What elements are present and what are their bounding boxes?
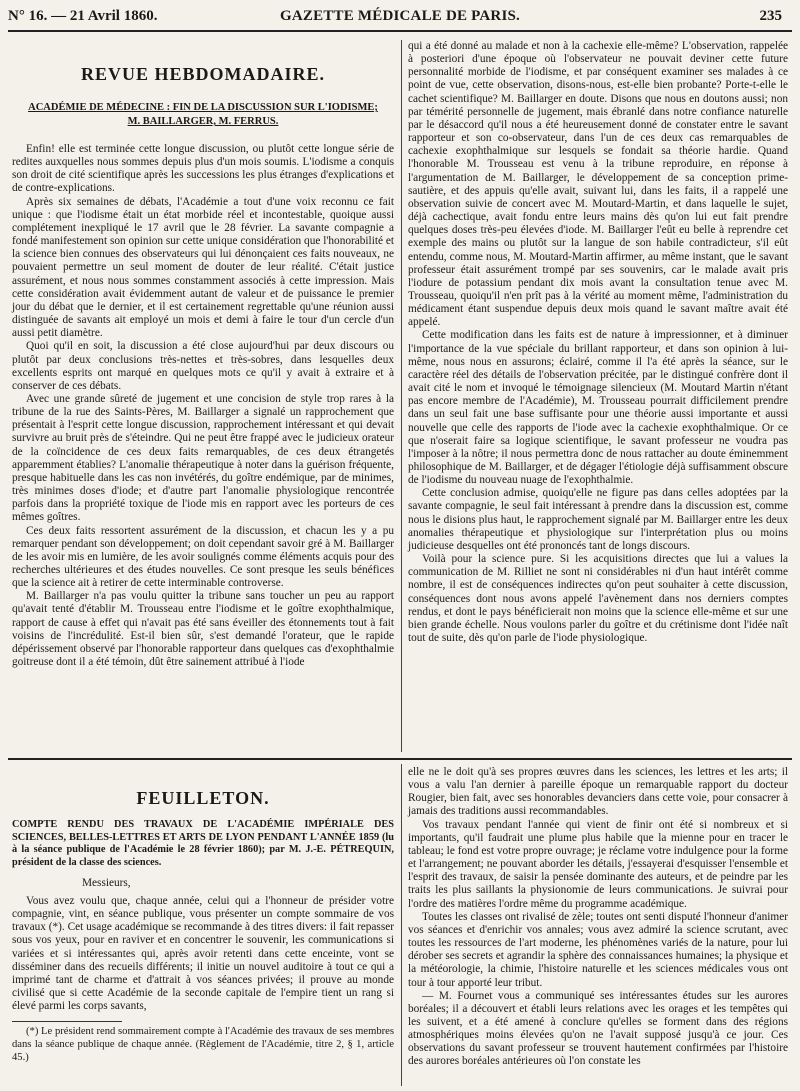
paragraph: Quoi qu'il en soit, la discussion a été close aujourd'hui par deux discours ou plutôt par deux conclusions très-nettes et très-sobres, dans lesquelles deux excellents esprits ont marqué en quelques mots ce qu'il y avait à extraire et à conserver de ces débats. <box>12 340 394 392</box>
feuilleton-heading: COMPTE RENDU DES TRAVAUX DE L'ACADÉMIE IMPÉRIALE DES SCIENCES, BELLES-LETTRES ET ARTS DE LYON PENDANT L'ANNÉE 1859 (lu à la séance publique de l'Académie le 28 février 1860); par M. J.-E. PÉTREQUIN, président de la classe des sciences. <box>12 819 394 868</box>
footnote: (*) Le président rend sommairement compte à l'Académie des travaux de ses membres dans la séance publique de chaque année. (Règlement de l'Académie, titre 2, § 1, article 45.) <box>12 1026 394 1063</box>
revue-subtitle-2: M. BAILLARGER, M. FERRUS. <box>127 116 279 127</box>
paragraph: Voilà pour la science pure. Si les acquisitions directes que lui a values la communication de M. Rilliet ne sont ni considérables ni d'un haut intérêt comme nombre, il est de conséquences indirectes qu'on peut souhaiter à cette discussion, conséquences dont nous avons appelé l'avènement dans nos derniers comptes rendus, et dont le pays bénéficierait non moins que la science elle-même et sur une bien grande échelle. Nous voulons parler du goître et du crétinisme dont l'idée naît tout de suite, dès qu'on parle de l'iode physiologique. <box>408 553 788 645</box>
column-divider <box>401 40 402 752</box>
paragraph: elle ne le doit qu'à ses propres œuvres dans les sciences, les lettres et les arts; il vous a valu l'an dernier à pareille époque un remarquable rapport du docteur Rougier, bien fait, avec ses honorables devanciers dans cette voie, pour consacrer à jamais des traditions aussi recommandables. <box>408 766 788 818</box>
paragraph: Toutes les classes ont rivalisé de zèle; toutes ont senti disputé l'honneur d'animer vos séances et d'enrichir vos annales; vous avez admiré la science scrutant, avec toutes les ressources de l'art moderne, les phénomènes variés de la nature, pour lui dérober ses secrets et agrandir la sphère des connaissances humaines; la physique et la météorologie, la chimie, l'histoire naturelle et les sciences médicales vous ont tour à tour apporté leur tribut. <box>408 910 788 989</box>
paragraph: qui a été donné au malade et non à la cachexie elle-même? L'observation, rappelée à posteriori d'une époque où l'observateur ne pouvait deviner cette future personnalité morbide de l'iodisme, et par conséquent examiner ses malades à ce point de vue, cette observation, disons-nous, est-elle bien probante? Porte-t-elle le cachet scientifique? M. Baillarger en doute. Disons que nous en doutons aussi; non par témérité personnelle de jugement, mais ébranlé dans notre confiance naturelle par le désaccord qu'il nous a été heureusement donné de constater entre le savant rapporteur et son co-observateur, dans l'un de ces deux cas remarquables de cachexie exophthalmique sur lesquels se fondait sa théorie hardie. Quand l'honorable M. Trousseau est venu à la tribune reproduire, en réponse à l'argumentation de M. Baillarger, le développement de sa conception prime-sautière, et des appuis qu'elle avait, suivant lui, dans les faits, il a rappelé une observation suivie de concert avec M. Moutard-Martin, et dans laquelle le sujet, déjà cachectique, avait fondu entre leurs mains dès qu'on lui eut fait prendre quelques doses très-peu élevées d'iode. M. Baillarger l'eût eu belle à reprendre cet exemple des mains ou plutôt sur la langue de son habile contradicteur, s'il eût entendu, comme nous, M. Moutard-Martin affirmer, au même instant, que le savant professeur était assurément trompé par ses souvenirs, car le malade avait pris l'iodure de potassium pendant dix mois avant la consultation tenue avec M. Trousseau, quoiqu'il n'en prît pas à la vérité au moment même, l'administration du médicament étant suspendue depuis deux mois quand le savant maître avait été appelé. <box>408 40 788 329</box>
page-header <box>8 6 792 32</box>
salutation: Messieurs, <box>82 877 131 889</box>
paragraph: Vous avez voulu que, chaque année, celui qui a l'honneur de présider votre compagnie, vint, en séance publique, vous présenter un compte sommaire de vos travaux (*). Cet usage académique se recommande à des titres divers: il fait repasser sous vos yeux, pour en raviver et en concentrer le souvenir, les communications si variées et si intéressantes qui, après avoir retenti dans cette enceinte, vont se disséminer dans des recueils différents; il initie un nouvel auditoire à tout ce qui a imprimé tant de charme et d'attrait à vos séances privées; il prouve au monde civilisé que si cette Académie de la seconde capitale de l'empire tient un rang si élevé parmi les corps savants, <box>12 895 394 1013</box>
revue-title: REVUE HEBDOMADAIRE. <box>80 64 326 84</box>
feuilleton-title: FEUILLETON. <box>136 788 270 808</box>
paragraph: Cette modification dans les faits est de nature à impressionner, et à diminuer l'importance de la vue spéciale du brillant rapporteur, et dans son opinion à lui-même, nous nous en assurons; éclairé, comme il l'a été après la séance, sur le caractère réel des détails de l'observation précitée, par le distingué confrère dont il avait cité le nom et invoqué le témoignage silencieux (M. Moutard Martin n'étant pas encore membre de l'Académie), M. Trousseau pourrait difficilement prendre dans un seul fait une base suffisante pour une théorie aussi importante et aussi nouvelle que celle des rapports de l'iode avec la cachexie exophthalmique. Or ce que n'oserait faire sa logique scientifique, le savant professeur ne voudra pas l'imposer à la nôtre; il nous permettra donc de nous rattacher au doute éminemment philosophique de M. Baillarger, et de dégager l'étiologie déjà suffisamment obscure de l'iodisme du nouveau nuage de l'exophthalmie. <box>408 329 788 487</box>
paragraph: — M. Fournet vous a communiqué ses intéressantes études sur les aurores boréales; il a découvert et établi leurs relations avec les orages et les tempêtes qui les suivent, et a été amené à conclure qu'elles se forment dans des régions atmosphériques moins élevées qu'on ne l'avait supposé jusqu'à ce jour. Ces observations du savant professeur se trouvent hautement confirmées par l'histoire des aurores boréales antérieures où l'on constate les <box>408 989 788 1068</box>
paragraph: Vos travaux pendant l'année qui vient de finir ont été si nombreux et si importants, qu'il faudrait une plume plus habile que la mienne pour en tracer le tableau; le fond est votre propre ouvrage; je réclame votre indulgence pour la forme et l'arrangement; ne pouvant aborder les détails, j'essayerai d'esquisser l'ensemble et l'esprit des travaux, de saisir la pensée dominante des auteurs, et de peindre par les traits les plus saillants la physionomie de leurs communications. Je suivrai pour l'ordre des matières l'ordre même du programme académique. <box>408 818 788 910</box>
feuilleton-left-column <box>12 766 394 1065</box>
feuilleton-right-column <box>408 766 788 1069</box>
feuilleton-left-text <box>12 895 394 1013</box>
section-divider <box>8 758 792 760</box>
revue-right-column <box>408 40 788 645</box>
paragraph: Après six semaines de débats, l'Académie a tout d'une voix reconnu ce fait unique : que l'iodisme était un état morbide réel et incontestable, quoique aussi complétement inexpliqué le 17 avril que le 28 février. La savante compagnie a fondé manifestement son opinion sur cette unique considération que l'honorabilité et la science bien connues des observateurs qui lui dénonçaient ces faits nouveaux, ne pouvaient permettre un seul moment de douter de leur réalité. C'était justice assurément, et nous nous sommes constamment associés à cette impression. Mais cette considération avait évidemment autant de valeur et de puissance le premier jour du débat que le dernier, et il est certainement regrettable qu'une réunion aussi distinguée de savants ait employé un mois et demi à faire le tour d'un cercle d'un aussi petit diamètre. <box>12 195 394 340</box>
paragraph: Enfin! elle est terminée cette longue discussion, ou plutôt cette longue série de redites auxquelles nous sommes depuis plus d'un mois soumis. L'iodisme a conquis son droit de cité scientifique après les successions les plus étranges d'explications et de contre-explications. <box>12 143 394 195</box>
page-number: 235 <box>759 8 782 24</box>
paragraph: M. Baillarger n'a pas voulu quitter la tribune sans toucher un peu au rapport qu'avait tenté d'établir M. Trousseau entre l'iodisme et le goître exophthalmique, rapport de cause à effet qui n'avait pas été sans éveiller des étonnements tout à fait voisins de l'incrédulité. Est-il bien sûr, s'est demandé l'orateur, que le rapide dépérissement observé par l'honorable rapporteur dans quelques cas d'exophthalmie goitreuse dont il a été témoin, dût être sainement attribué à l'iode <box>12 590 394 669</box>
revue-left-column <box>12 38 394 669</box>
paragraph: Avec une grande sûreté de jugement et une concision de style trop rares à la tribune de la rue des Saints-Pères, M. Baillarger a signalé un rapprochement que présentait à l'esprit cette longue discussion, rapprochement intéressant et qui devait survivre au bruit près de s'éteindre. Qui ne peut être frappé avec le judicieux orateur de la coïncidence de ces deux faits remarquables, de ces deux étrangetés apparemment établies? L'anomalie thérapeutique à noter dans la guérison fréquente, presque habituelle dans les cas non invétérés, du goître endémique, par de minimes, très minimes doses d'iode; et d'autre part l'anomalie physiologique rencontrée parfois dans la propriété toxique de l'iode mis en rapport avec les porteurs de ces mêmes goîtres. <box>12 392 394 524</box>
footnote-rule <box>12 1021 122 1022</box>
issue-number: N° 16. — 21 Avril 1860. <box>8 8 158 24</box>
column-divider <box>401 764 402 1086</box>
paragraph: Ces deux faits ressortent assurément de la discussion, et chacun les y a pu remarquer pendant son développement; on doit cependant savoir gré à M. Baillarger de les avoir mis en lumière, de les avoir soulignés comme éléments acquis pour des recherches ultérieures et des études nouvelles. Ce sont presque les seuls bénéfices que la science ait à retirer de cette interminable controverse. <box>12 524 394 590</box>
revue-left-text <box>12 143 394 669</box>
journal-title: GAZETTE MÉDICALE DE PARIS. <box>280 8 520 24</box>
paragraph: Cette conclusion admise, quoiqu'elle ne figure pas dans celles adoptées par la savante compagnie, le seul fait intéressant à prendre dans la discussion est, comme nous le disions plus haut, le rapprochement signalé par M. Baillarger entre les deux anomalies thérapeutique et physiologique sur l'interprétation plus ou moins judicieuse desquelles ont été prononcés tant de longs discours. <box>408 487 788 552</box>
revue-subtitle-1: ACADÉMIE DE MÉDECINE : FIN DE LA DISCUSSION SUR L'IODISME; <box>28 102 378 113</box>
